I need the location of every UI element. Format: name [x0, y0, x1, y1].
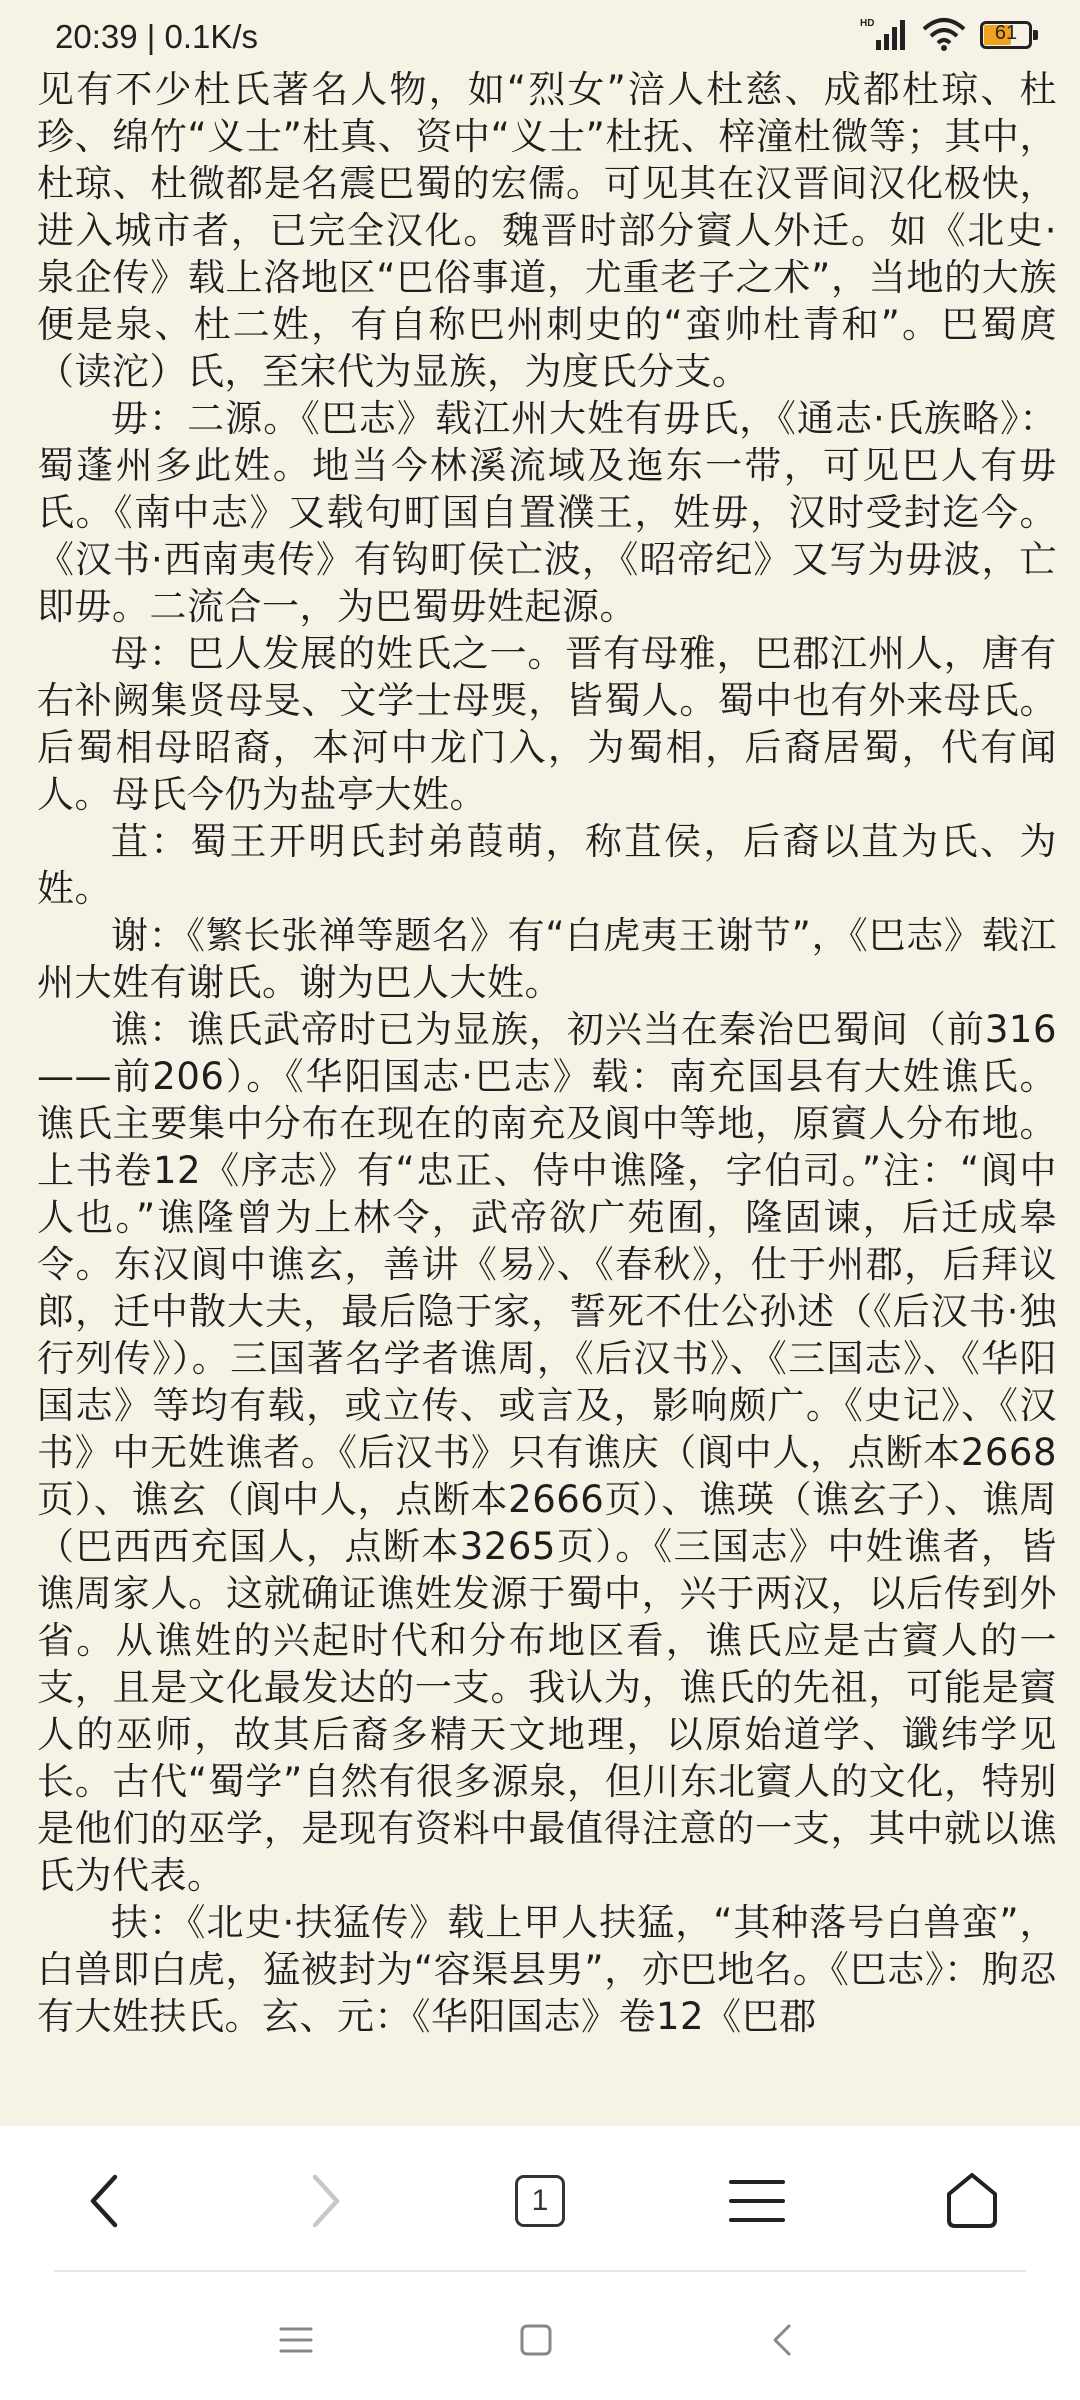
back-button[interactable] — [60, 2156, 150, 2246]
browser-toolbar — [0, 2126, 1080, 2272]
tab-count: 1 — [515, 2175, 565, 2227]
back-nav-button[interactable] — [742, 2300, 822, 2380]
home-button[interactable] — [927, 2156, 1017, 2246]
system-nav-bar — [0, 2272, 1080, 2400]
article-paragraph: 谯：谯氏武帝时已为显族，初兴当在秦治巴蜀间（前316——前206）。《华阳国志·巴志》载：南充国县有大姓谯氏。谯氏主要集中分布在现在的南充及阆中等地，原賨人分布地。上书卷12《序志》有“忠正、侍中谯隆，字伯司。”注：“阆中人也。”谯隆曾为上林令，武帝欲广苑囿，隆固谏，后迁成皋令。东汉阆中谯玄，善讲《易》、《春秋》，仕于州郡，后拜议郎，迁中散大夫，最后隐于家，誓死不仕公孙述（《后汉书·独行列传》）。三国著名学者谯周，《后汉书》、《三国志》、《华阳国志》等均有载，或立传、或言及，影响颇广。《史记》、《汉书》中无姓谯者。《后汉书》只有谯庆（阆中人，点断本2668页）、谯玄（阆中人，点断本2666页）、谯瑛（谯玄子）、谯周（巴西西充国人，点断本3265页）。《三国志》中姓谯者，皆谯周家人。这就确证谯姓发源于蜀中，兴于两汉，以后传到外省。从谯姓的兴起时代和分布地区看，谯氏应是古賨人的一支，且是文化最发达的一支。我认为，谯氏的先祖，可能是賨人的巫师，故其后裔多精天文地理，以原始道学、谶纬学见长。古代“蜀学”自然有很多源泉，但川东北賨人的文化，特别是他们的巫学，是现有资料中最值得注意的一支，其中就以谯氏为代表。 — [37, 1008, 1057, 1897]
menu-button[interactable] — [712, 2156, 802, 2246]
home-icon — [941, 2170, 1003, 2232]
status-bar — [0, 0, 1080, 70]
battery-icon — [980, 21, 1040, 51]
chevron-left-icon — [85, 2171, 125, 2231]
status-icons — [858, 16, 1040, 56]
article-paragraph: 谢：《繁长张禅等题名》有“白虎夷王谢节”，《巴志》载江州大姓有谢氏。谢为巴人大姓。 — [37, 914, 1057, 1004]
article-paragraph: 扶：《北史·扶猛传》载上甲人扶猛，“其种落号白兽蛮”，白兽即白虎，猛被封为“容渠县男”，亦巴地名。《巴志》：朐忍有大姓扶氏。玄、元：《华阳国志》卷12《巴郡 — [37, 1901, 1057, 2038]
article-paragraph: 毋：二源。《巴志》载江州大姓有毋氏，《通志·氏族略》：蜀蓬州多此姓。地当今林溪流域及迤东一带，可见巴人有毋氏。《南中志》又载句町国自置濮王，姓毋，汉时受封迄今。《汉书·西南夷传》有钩町侯亡波，《昭帝纪》又写为毋波，亡即毋。二流合一，为巴蜀毋姓起源。 — [37, 397, 1057, 628]
tabs-button[interactable] — [495, 2156, 585, 2246]
svg-text:HD: HD — [860, 18, 875, 29]
forward-button[interactable] — [280, 2156, 370, 2246]
recents-menu-icon — [278, 2325, 314, 2355]
chevron-right-icon — [305, 2171, 345, 2231]
article-paragraph: 苴：蜀王开明氏封弟葭萌，称苴侯，后裔以苴为氏、为姓。 — [37, 820, 1057, 910]
battery-level: 61 — [994, 22, 1018, 44]
back-triangle-icon — [767, 2322, 797, 2358]
article-body — [37, 66, 1057, 2126]
wifi-icon — [922, 17, 966, 55]
status-time-speed: 20:39 | 0.1K/s — [55, 18, 259, 55]
article-paragraph: 见有不少杜氏著名人物，如“烈女”涪人杜慈、成都杜琼、杜珍、绵竹“义士”杜真、资中“义士”杜抚、梓潼杜微等；其中，杜琼、杜微都是名震巴蜀的宏儒。可见其在汉晋间汉化极快，进入城市者，已完全汉化。魏晋时部分賨人外迁。如《北史·泉企传》载上洛地区“巴俗事道，尤重老子之术”，当地的大族便是泉、杜二姓，有自称巴州刺史的“蛮帅杜青和”。巴蜀庹（读沱）氏，至宋代为显族，为度氏分支。 — [37, 68, 1057, 393]
menu-icon — [727, 2176, 787, 2226]
article-paragraph: 母：巴人发展的姓氏之一。晋有母雅，巴郡江州人，唐有右补阙集贤母旻、文学士母煚，皆蜀人。蜀中也有外来母氏。后蜀相母昭裔，本河中龙门入，为蜀相，后裔居蜀，代有闻人。母氏今仍为盐亭大姓。 — [37, 632, 1057, 816]
recent-apps-button[interactable] — [256, 2300, 336, 2380]
signal-icon — [858, 16, 908, 56]
home-nav-button[interactable] — [496, 2300, 576, 2380]
square-icon — [519, 2323, 553, 2357]
